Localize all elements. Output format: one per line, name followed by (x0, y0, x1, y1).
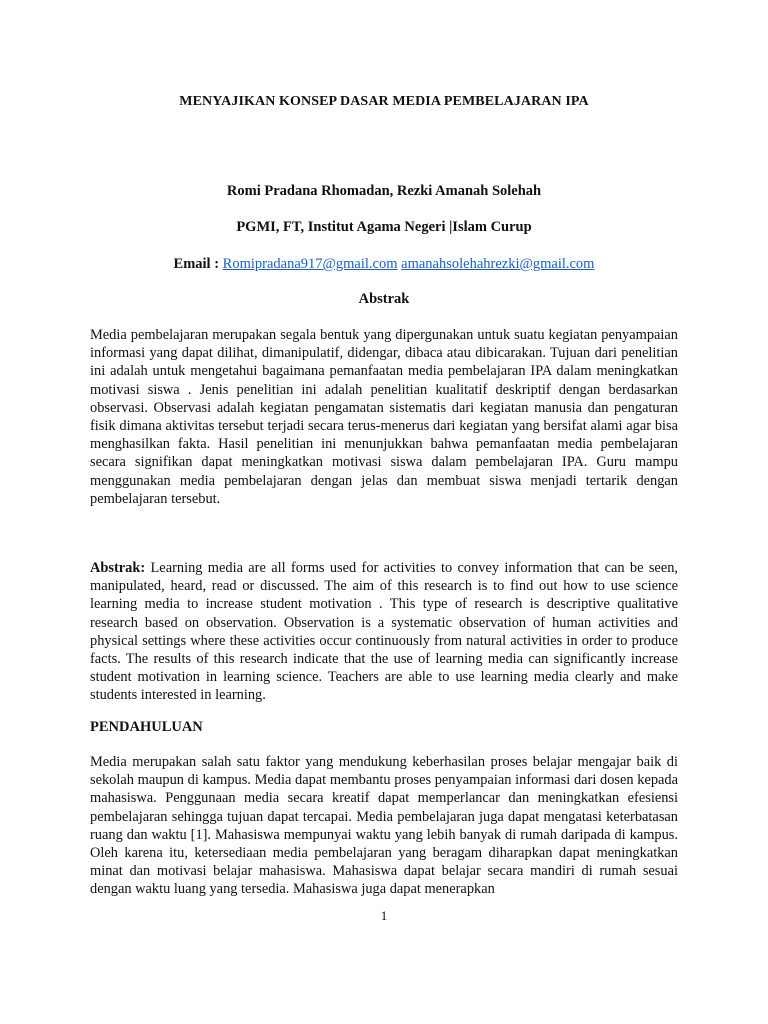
page-number: 1 (380, 908, 388, 923)
email-link-1[interactable]: Romipradana917@gmail.com (222, 256, 398, 272)
intro-paragraph: Media merupakan salah satu faktor yang mendukung keberhasilan proses belajar mengajar baik di sekolah maupun di kampus. Media dapat membantu proses penyampaian informasi dari dosen kepada mahasiswa. Penggunaan media secara kreatif dapat memperlancar dan meningkatkan efesiensi pembelajaran sehingga tujuan dapat tercapai. Media pembelajaran juga dapat mengatasi keterbatasan ruang dan waktu [1]. Mahasiswa mempunyai waktu yang lebih banyak di rumah daripada di kampus. Oleh karena itu, ketersediaan media pembelajaran yang beragam diharapkan dapat meningkatkan minat dan motivasi belajar mahasiswa. Mahasiswa dapat belajar secara mandiri di rumah sesuai dengan waktu luang yang tersedia. Mahasiswa juga dapat menerapkan (90, 754, 678, 898)
abstract-label: Abstrak: (90, 560, 146, 576)
abstrak-paragraph: Media pembelajaran merupakan segala bentuk yang dipergunakan untuk suatu kegiatan penyampaian informasi yang dapat dilihat, dimanipulatif, didengar, dibaca atau dibicarakan. Tujuan dari penelitian ini adalah untuk mengetahui bagaimana pemanfaatan media pembelajaran IPA dalam meningkatkan motivasi siswa . Jenis penelitian ini adalah penelitian kualitatif deskriptif dengan berdasarkan observasi. Observasi adalah kegiatan pengamatan sistematis dari kegiatan manusia dan pengaturan fisik dimana aktivitas tersebut terjadi secara terus-menerus dari kegiatan yang bersifat alami agar bisa menghasilkan fakta. Hasil penelitian ini menunjukkan bahwa pemanfaatan media pembelajaran secara signifikan dapat meningkatkan motivasi siswa dalam pembelajaran IPA. Guru mampu menggunakan media pembelajaran dengan jelas dan membuat siswa menjadi tertarik dengan pembelajaran tersebut. (90, 327, 678, 507)
email-link-2[interactable]: amanahsolehahrezki@gmail.com (401, 256, 595, 272)
section-heading-pendahuluan: PENDAHULUAN (90, 719, 203, 735)
affiliation: PGMI, FT, Institut Agama Negeri |Islam Curup (236, 219, 532, 235)
abstract-english-text: Learning media are all forms used for activities to convey information that can be seen, manipulated, heard, read or discussed. The aim of this research is to find out how to use science learning media to increase student motivation . This type of research is descriptive qualitative research based on observation. Observation is a systematic observation of human activities and physical settings where these activities occur continuously from natural activities in order to produce facts. The results of this research indicate that the use of learning media can significantly increase student motivation in learning science. Teachers are able to use learning media clearly and make students interested in learning. (90, 560, 678, 704)
email-line (0, 256, 768, 273)
abstract-english-paragraph (90, 559, 678, 705)
email-label: Email : (173, 256, 223, 272)
abstrak-heading: Abstrak (358, 291, 410, 307)
author-names: Romi Pradana Rhomadan, Rezki Amanah Solehah (226, 183, 542, 199)
paper-title: MENYAJIKAN KONSEP DASAR MEDIA PEMBELAJARAN IPA (179, 94, 589, 109)
